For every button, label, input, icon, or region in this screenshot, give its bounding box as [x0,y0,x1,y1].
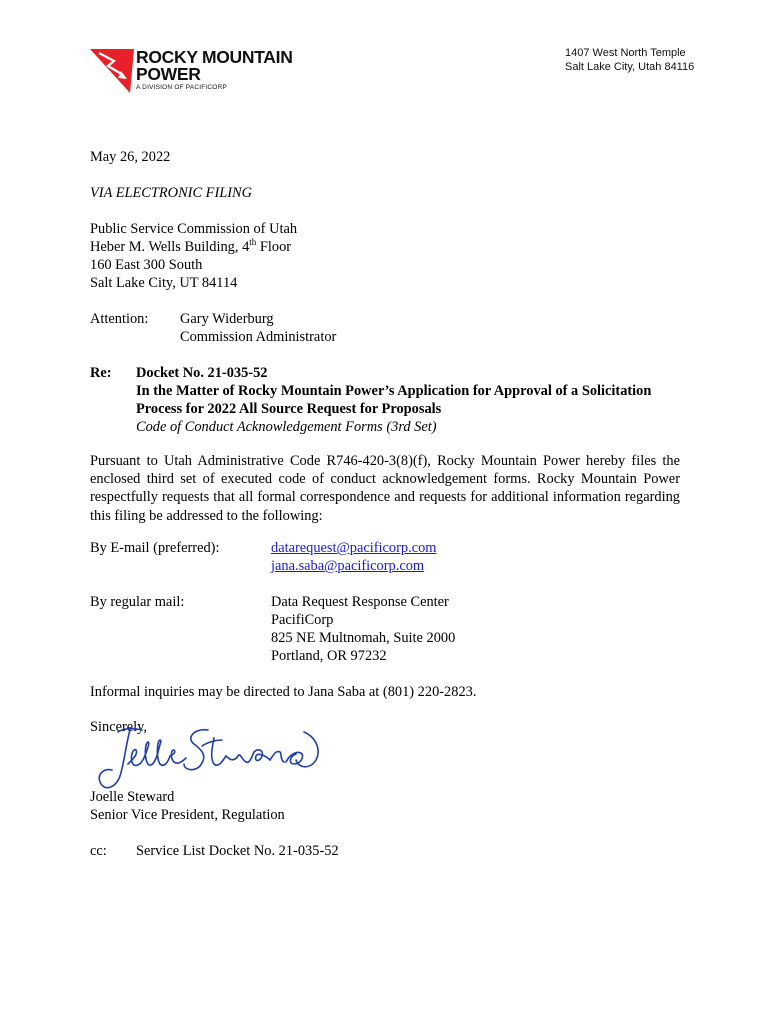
mail-line3: 825 NE Multnomah, Suite 2000 [271,630,456,646]
attention-title: Commission Administrator [180,329,337,345]
re-label: Re: [90,365,112,381]
brand-division: A DIVISION OF PACIFICORP [136,84,227,91]
signer-title: Senior Vice President, Regulation [90,807,285,823]
cc-text: Service List Docket No. 21-035-52 [136,843,339,859]
email-link-jana-saba[interactable]: jana.saba@pacificorp.com [271,558,425,574]
letter-date: May 26, 2022 [90,149,171,165]
recipient-line2-superscript: th [249,237,257,248]
mail-line4: Portland, OR 97232 [271,648,387,664]
body-paragraph: Pursuant to Utah Administrative Code R746-420-3(8)(f), Rocky Mountain Power hereby files the enclosed third set of executed code of conduct acknowledgement forms. Rocky Mountain Power respectfully requests that all formal correspondence and requests for additional information regarding this filing be addressed to the following: [90,453,680,524]
re-subject-line3: Code of Conduct Acknowledgement Forms (3rd Set) [136,419,437,435]
re-subject-line1: In the Matter of Rocky Mountain Power’s Application for Approval of a Solicitation [136,383,652,399]
delivery-method: VIA ELECTRONIC FILING [90,185,253,201]
closing: Sincerely, [90,719,148,735]
letterhead-address [565,46,694,74]
lightning-triangle-icon [90,49,136,95]
re-subject-line2: Process for 2022 All Source Request for Proposals [136,401,442,417]
recipient-line3: 160 East 300 South [90,257,203,273]
inquiries-text: Informal inquiries may be directed to Jana Saba at (801) 220-2823. [90,684,477,700]
cc-label: cc: [90,843,107,859]
attention-name: Gary Widerburg [180,311,274,327]
address-line2: Salt Lake City, Utah 84116 [565,61,695,73]
company-logo [90,48,340,98]
email-label: By E-mail (preferred): [90,540,220,556]
recipient-line1: Public Service Commission of Utah [90,221,298,237]
email-link-datarequest[interactable]: datarequest@pacificorp.com [271,540,437,556]
address-line1: 1407 West North Temple [565,47,686,59]
brand-name-line2: POWER [136,64,201,84]
re-docket: Docket No. 21-035-52 [136,365,268,381]
recipient-line2-text: Heber M. Wells Building, 4 [90,239,250,255]
recipient-line2 [90,238,291,256]
signer-name: Joelle Steward [90,789,175,805]
handwritten-signature [90,724,330,796]
mail-line2: PacifiCorp [271,612,334,628]
mail-label: By regular mail: [90,594,185,610]
attention-label: Attention: [90,311,149,327]
recipient-line4: Salt Lake City, UT 84114 [90,275,238,291]
recipient-line2-tail: Floor [256,239,292,255]
brand-name-line1: ROCKY MOUNTAIN [136,47,293,67]
mail-line1: Data Request Response Center [271,594,449,610]
